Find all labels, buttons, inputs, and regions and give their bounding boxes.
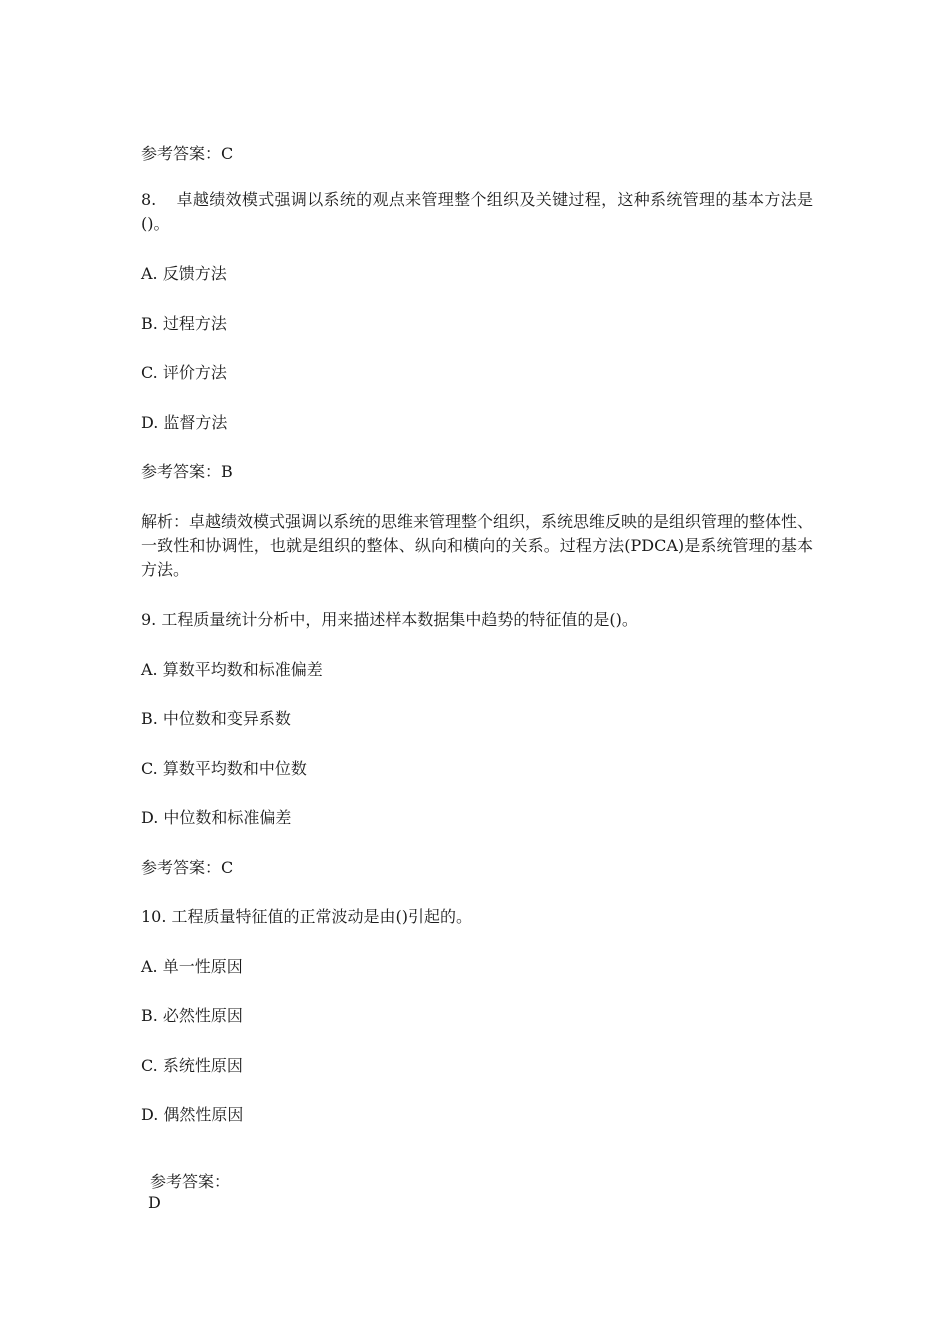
q9-option-d: D. 中位数和标准偏差 <box>141 808 292 827</box>
q10-answer-label: 参考答案： <box>150 1172 231 1191</box>
q9-option-a: A. 算数平均数和标准偏差 <box>141 660 323 679</box>
q8-option-d: D. 监督方法 <box>141 413 228 432</box>
q10-question: 10. 工程质量特征值的正常波动是由()引起的。 <box>141 907 473 926</box>
q9-option-c: C. 算数平均数和中位数 <box>141 759 307 778</box>
q9-question: 9. 工程质量统计分析中，用来描述样本数据集中趋势的特征值的是()。 <box>141 610 638 629</box>
q10-option-d: D. 偶然性原因 <box>141 1105 244 1124</box>
q8-option-a: A. 反馈方法 <box>141 264 227 283</box>
q8-option-b: B. 过程方法 <box>141 314 227 333</box>
q8-option-c: C. 评价方法 <box>141 363 227 382</box>
q8-number: 8. <box>141 190 157 209</box>
q10-answer-value: D <box>148 1193 161 1212</box>
q9-answer: 参考答案：C <box>141 858 234 877</box>
q8-analysis: 解析：卓越绩效模式强调以系统的思维来管理整个组织，系统思维反映的是组织管理的整体性、一致性和协调性，也就是组织的整体、纵向和横向的关系。过程方法(PDCA)是系统管理的基本方法。 <box>141 512 814 579</box>
q7-answer: 参考答案：C <box>141 144 234 163</box>
q8-question <box>141 188 813 236</box>
q8-answer: 参考答案：B <box>141 462 233 481</box>
q8-text: 卓越绩效模式强调以系统的观点来管理整个组织及关键过程，这种系统管理的基本方法是()。 <box>141 190 813 233</box>
q9-option-b: B. 中位数和变异系数 <box>141 709 291 728</box>
q10-option-b: B. 必然性原因 <box>141 1006 243 1025</box>
q10-option-c: C. 系统性原因 <box>141 1056 243 1075</box>
q10-option-a: A. 单一性原因 <box>141 957 243 976</box>
